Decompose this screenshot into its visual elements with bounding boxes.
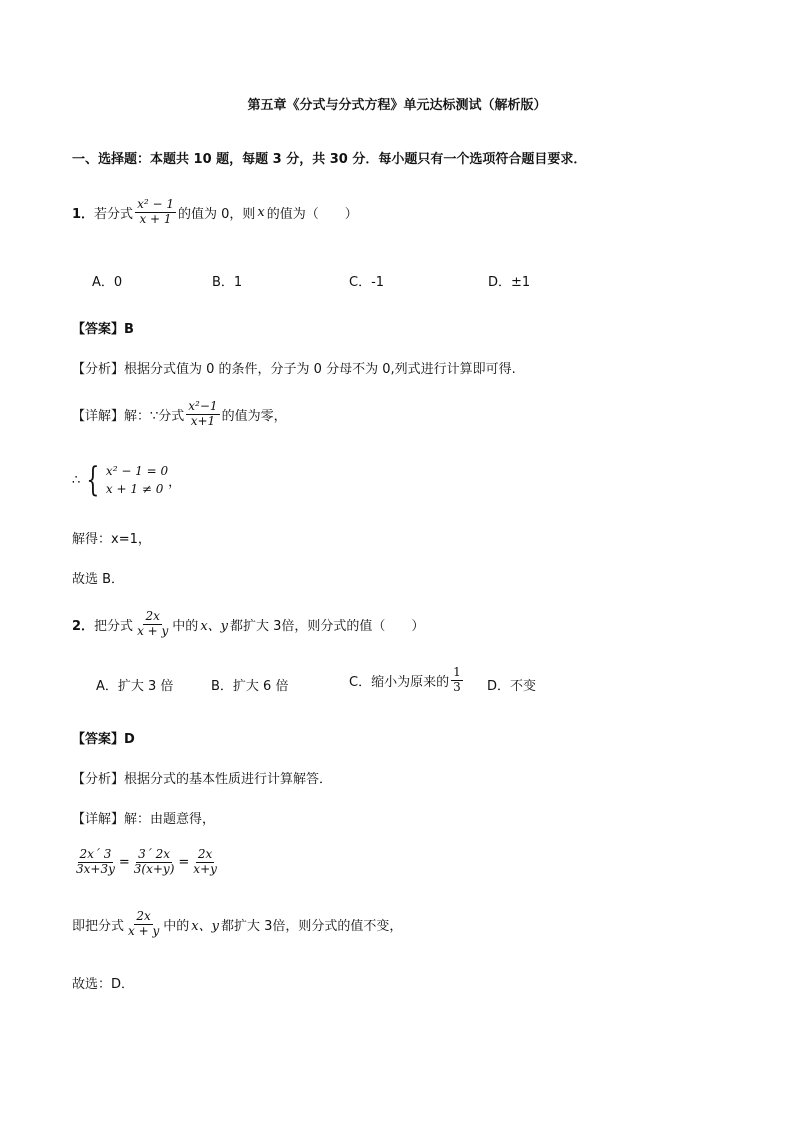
question-1 [72,198,358,227]
fraction [135,610,170,639]
system-row-2: x + 1 ≠ 0 [105,482,164,496]
fraction-denominator: x + 1 [139,211,172,226]
option-c-text: C．缩小为原来的 [349,674,450,690]
answer: 【答案】D [72,732,135,747]
fraction-numerator: 1 [453,665,461,679]
fraction-numerator: x² − 1 [137,197,174,211]
variable: x [257,204,265,220]
fraction [126,910,161,939]
option-a: A．0 [92,275,123,290]
fraction [186,400,219,429]
therefore-symbol: ∴ [72,472,81,488]
fraction-denominator: x + y [128,923,160,938]
equation [72,848,221,877]
option-c: C．-1 [349,275,385,290]
fraction [451,666,463,695]
option-d: D．不变 [487,679,537,694]
analysis: 【分析】根据分式的基本性质进行计算解答． [72,772,333,787]
fraction-denominator: 3 [453,679,461,694]
fraction-numerator: 2x [136,909,151,923]
conclusion [72,910,402,939]
system-row-1: x² − 1 = 0 [105,464,169,478]
question-text-post: 都扩大 3倍，则分式的值（ ） [230,618,425,634]
fraction-denominator: x + y [137,623,169,638]
equals-sign: = [118,854,130,870]
question-text-post: 的值为（ ） [266,206,358,222]
question-text-mid: 的值为 0，则 [177,206,256,222]
question-number: 2． [72,618,95,634]
section-heading: 一、选择题：本题共 10 题，每题 3 分，共 30 分．每小题只有一个选项符合题目要求． [72,152,587,167]
question-number: 1． [72,206,95,222]
fraction-numerator: 3´ 2x [138,847,171,861]
option-b: B．扩大 6 倍 [211,679,289,694]
fraction-numerator: 2x´ 3 [79,847,112,861]
fraction-denominator: 3x+3y [76,861,115,876]
page-title: 第五章《分式与分式方程》单元达标测试（解析版） [247,98,547,113]
analysis: 【分析】根据分式值为 0 的条件，分子为 0 分母不为 0,列式进行计算即可得. [72,362,516,377]
answer: 【答案】B [72,322,134,337]
fraction-numerator: x²−1 [188,399,218,413]
fraction-numerator: 2x [197,847,213,861]
fraction-denominator: x+1 [190,413,216,428]
detail-text-post: 的值为零， [221,408,287,424]
brace-icon: { [86,460,100,500]
system-end: ， [168,474,182,490]
choice: 故选：D． [72,977,135,992]
variables: x、y [200,618,228,634]
fraction-numerator: 2x [145,609,160,623]
detail: 【详解】解：由题意得， [72,812,216,827]
option-b: B．1 [212,275,243,290]
option-c [349,666,465,695]
conclusion-text-pre: 即把分式 [72,918,125,934]
equals-sign: = [178,854,190,870]
detail-text-pre: 【详解】解：∵分式 [72,408,185,424]
fraction [191,848,219,877]
option-a: A．扩大 3 倍 [96,679,174,694]
choice: 故选 B． [72,572,125,587]
question-text-mid: 中的 [172,618,199,634]
fraction-denominator: x+y [193,861,217,876]
conclusion-text-mid: 中的 [163,918,190,934]
system [82,462,168,498]
option-d: D．±1 [488,275,531,290]
question-text-pre: 把分式 [94,618,134,634]
variables: x、y [191,918,219,934]
solution: 解得：x=1， [72,532,151,547]
detail [72,400,287,429]
fraction [74,848,117,877]
question-2 [72,610,424,639]
question-text-pre: 若分式 [94,206,134,222]
equation-system [72,462,181,498]
fraction [135,198,176,227]
fraction-denominator: 3(x+y) [133,861,175,876]
conclusion-text-post: 都扩大 3倍，则分式的值不变， [220,918,403,934]
fraction [132,848,177,877]
system-rows [106,462,168,498]
